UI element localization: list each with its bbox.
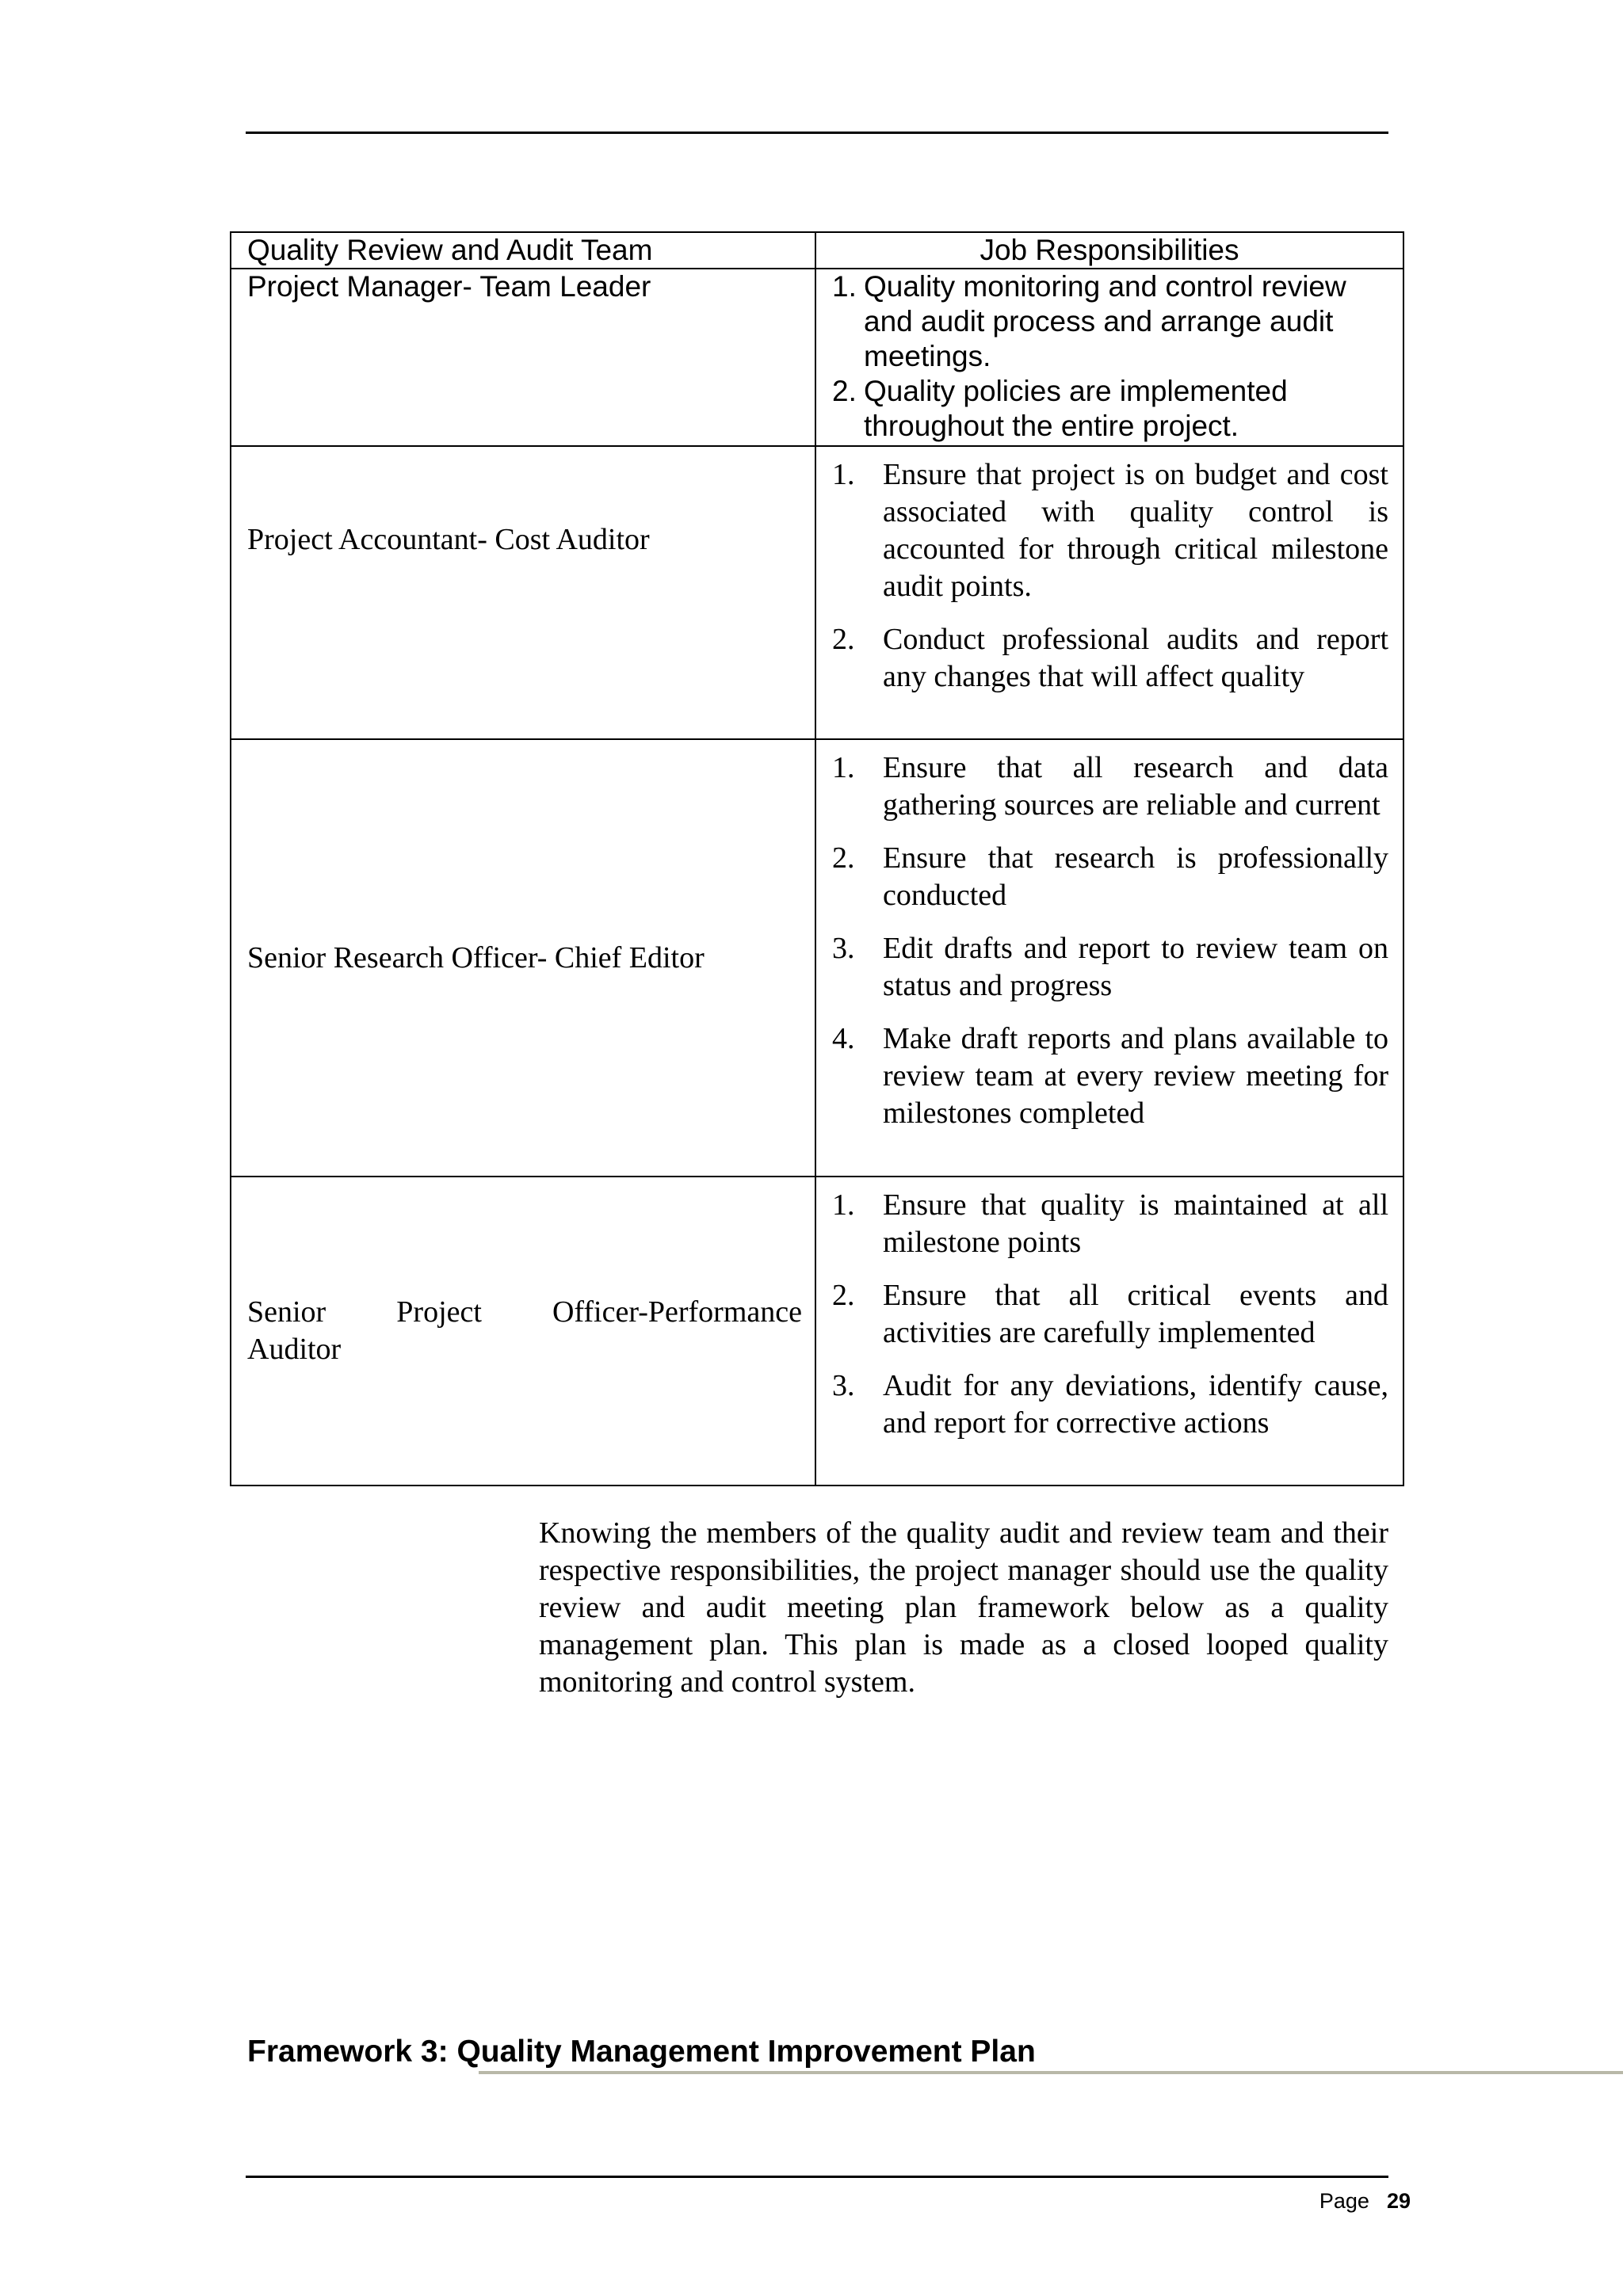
- list-item: [832, 456, 1388, 605]
- heading-underline: [479, 2071, 1623, 2074]
- list-item: [832, 1020, 1388, 1132]
- item-number: 2.: [832, 841, 855, 875]
- list-item: [832, 930, 1388, 1005]
- item-number: 3.: [832, 932, 855, 965]
- role-text-line2: Auditor: [247, 1333, 342, 1366]
- list-item: [832, 1187, 1388, 1261]
- item-text: Ensure that quality is maintained at all milestone points: [883, 1188, 1388, 1259]
- responsibilities-cell: [815, 446, 1403, 739]
- item-text: Quality monitoring and control review and audit process and arrange audit meetings.: [864, 270, 1346, 372]
- item-text: Conduct professional audits and report any changes that will affect quality: [883, 623, 1388, 693]
- header-rule: [246, 132, 1388, 134]
- responsibilities-cell: [815, 269, 1403, 446]
- table-row: [231, 739, 1403, 1177]
- item-number: 1.: [832, 1188, 855, 1222]
- role-cell: [231, 446, 815, 739]
- item-number: 1.: [832, 751, 855, 784]
- item-number: 1.: [832, 458, 855, 491]
- list-item: [832, 269, 1388, 374]
- list-item: [832, 1367, 1388, 1442]
- table-row: [231, 1177, 1403, 1486]
- team-column-header: Quality Review and Audit Team: [231, 232, 815, 269]
- item-text: Ensure that project is on budget and cost associated with quality control is accounted for through critical milestone audit points.: [883, 458, 1388, 603]
- framework-heading-prefix: Framework 3:: [247, 2035, 457, 2069]
- role-cell: Project Manager- Team Leader: [231, 269, 815, 446]
- page-footer: [1319, 2187, 1411, 2215]
- table-row: [231, 446, 1403, 739]
- item-text: Quality policies are implemented throughout the entire project.: [864, 375, 1288, 442]
- table-row: [231, 269, 1403, 446]
- list-item: [832, 374, 1388, 444]
- list-item: [832, 1277, 1388, 1352]
- responsibilities-column-header: Job Responsibilities: [815, 232, 1403, 269]
- item-text: Edit drafts and report to review team on status and progress: [883, 932, 1388, 1002]
- item-number: 2.: [832, 623, 855, 656]
- list-item: [832, 749, 1388, 824]
- framework-heading-title: Quality Management Improvement Plan: [456, 2035, 1036, 2069]
- table-header-row: [231, 232, 1403, 269]
- item-text: Make draft reports and plans available to review team at every review meeting for milestones completed: [883, 1022, 1388, 1130]
- item-number: 3.: [832, 1369, 855, 1402]
- item-text: Ensure that research is professionally conducted: [883, 841, 1388, 912]
- framework-heading: [247, 2033, 1036, 2071]
- role-text: Project Accountant- Cost Auditor: [247, 523, 650, 556]
- body-paragraph: Knowing the members of the quality audit and review team and their respective responsibilities, the project manager should use the quality review and audit meeting plan framework below as a quality management plan. This plan is made as a closed looped quality monitoring and control system.: [539, 1516, 1388, 1699]
- responsibilities-cell: [815, 739, 1403, 1177]
- role-text-line1: Senior Project Officer-Performance: [247, 1295, 802, 1329]
- item-number: 4.: [832, 1022, 855, 1055]
- item-text: Ensure that all research and data gathering sources are reliable and current: [883, 751, 1388, 822]
- item-text: Ensure that all critical events and activities are carefully implemented: [883, 1279, 1388, 1349]
- page-label: Page: [1319, 2189, 1369, 2213]
- responsibilities-table: [230, 231, 1404, 1486]
- role-cell: Senior Research Officer- Chief Editor: [231, 739, 815, 1177]
- footer-rule: [246, 2176, 1388, 2178]
- responsibilities-cell: [815, 1177, 1403, 1486]
- role-cell: [231, 1177, 815, 1486]
- item-number: 1.: [832, 270, 857, 303]
- item-number: 2.: [832, 1279, 855, 1312]
- list-item: [832, 840, 1388, 914]
- item-number: 2.: [832, 375, 857, 407]
- page-number: 29: [1386, 2189, 1411, 2213]
- item-text: Audit for any deviations, identify cause, and report for corrective actions: [883, 1369, 1388, 1440]
- list-item: [832, 621, 1388, 696]
